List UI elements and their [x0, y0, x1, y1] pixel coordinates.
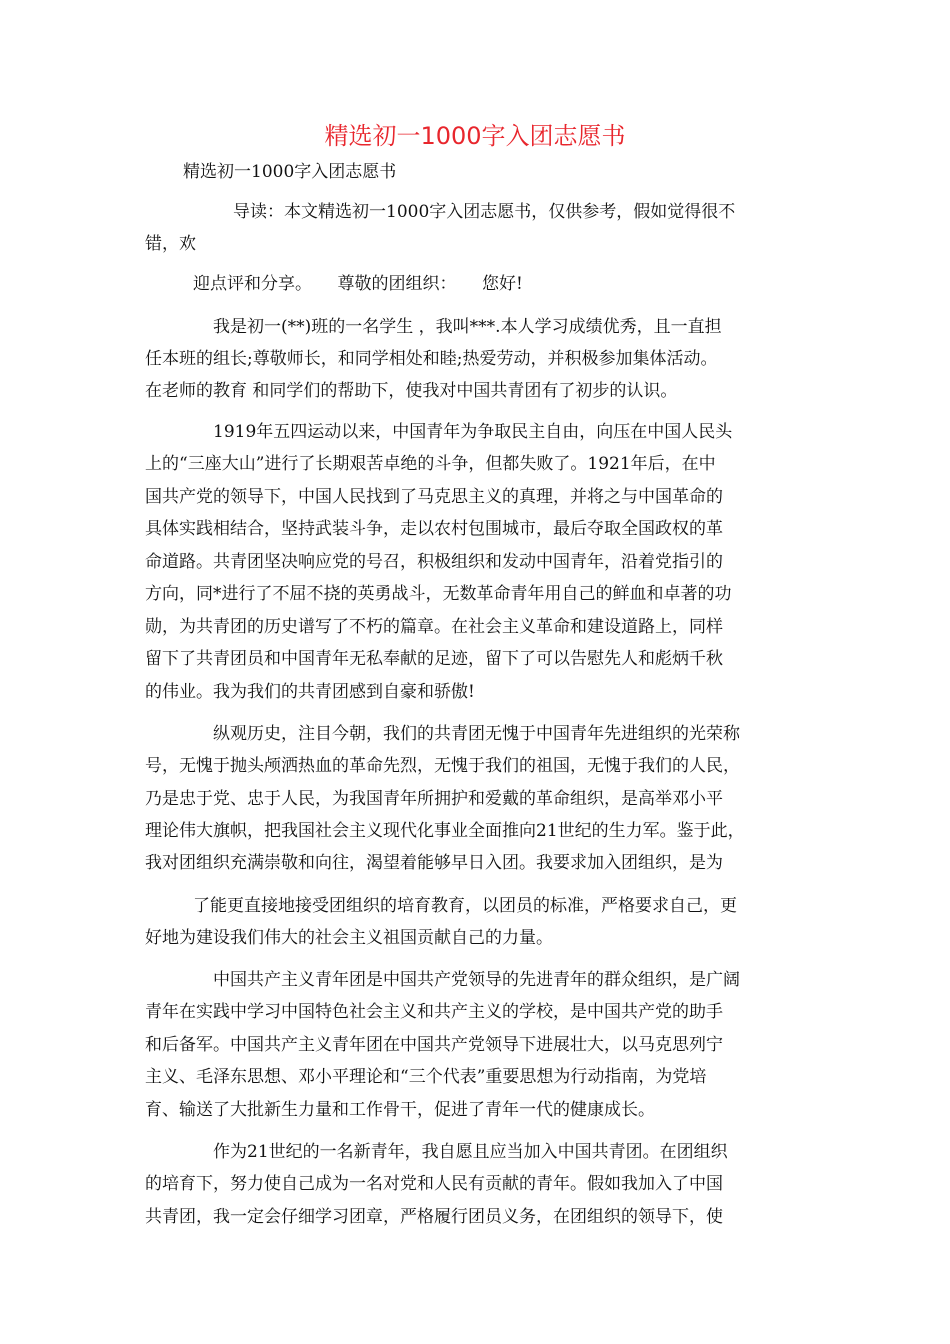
text-line: 在老师的教育 和同学们的帮助下，使我对中国共青团有了初步的认识。 — [145, 381, 678, 401]
document-subtitle: 精选初一1000字入团志愿书 — [183, 162, 397, 182]
text-line: 和后备军。中国共产主义青年团在中国共产党领导下进展壮大，以马克思列宁 — [145, 1035, 723, 1055]
text-line: 主义、毛泽东思想、邓小平理论和“三个代表”重要思想为行动指南，为党培 — [145, 1067, 707, 1087]
text-line: 错，欢 — [145, 234, 196, 254]
text-line: 国共产党的领导下，中国人民找到了马克思主义的真理，并将之与中国革命的 — [145, 487, 723, 507]
text-line: 勋，为共青团的历史谱写了不朽的篇章。在社会主义革命和建设道路上，同样 — [145, 617, 723, 637]
text-line: 纵观历史，注目今朝，我们的共青团无愧于中国青年先进组织的光荣称 — [213, 724, 740, 744]
text-line: 作为21世纪的一名新青年，我自愿且应当加入中国共青团。在团组织 — [213, 1142, 728, 1162]
text-line: 具体实践相结合，坚持武装斗争，走以农村包围城市，最后夺取全国政权的革 — [145, 519, 723, 539]
text-line: 1919年五四运动以来，中国青年为争取民主自由，向压在中国人民头 — [213, 422, 733, 442]
text-line: 迎点评和分享。 尊敬的团组织： 您好! — [193, 274, 523, 294]
text-line: 的培育下，努力使自己成为一名对党和人民有贡献的青年。假如我加入了中国 — [145, 1174, 723, 1194]
text-line: 青年在实践中学习中国特色社会主义和共产主义的学校，是中国共产党的助手 — [145, 1002, 723, 1022]
text-line: 了能更直接地接受团组织的培育教育，以团员的标准，严格要求自己，更 — [193, 896, 737, 916]
text-line: 我是初一(**)班的一名学生 ，我叫***.本人学习成绩优秀，且一直担 — [213, 317, 722, 337]
text-line: 乃是忠于党、忠于人民，为我国青年所拥护和爱戴的革命组织，是高举邓小平 — [145, 789, 723, 809]
text-line: 共青团，我一定会仔细学习团章，严格履行团员义务，在团组织的领导下，使 — [145, 1207, 723, 1227]
text-line: 任本班的组长;尊敬师长，和同学相处和睦;热爱劳动，并积极参加集体活动。 — [145, 349, 718, 369]
text-line: 上的“三座大山”进行了长期艰苦卓绝的斗争，但都失败了。1921年后，在中 — [145, 454, 716, 474]
text-line: 理论伟大旗帜，把我国社会主义现代化事业全面推向21世纪的生力军。鉴于此， — [145, 821, 745, 841]
text-line: 命道路。共青团坚决响应党的号召，积极组织和发动中国青年，沿着党指引的 — [145, 552, 723, 572]
text-line: 好地为建设我们伟大的社会主义祖国贡献自己的力量。 — [145, 928, 553, 948]
text-line: 留下了共青团员和中国青年无私奉献的足迹，留下了可以告慰先人和彪炳千秋 — [145, 649, 723, 669]
text-line: 的伟业。我为我们的共青团感到自豪和骄傲! — [145, 682, 475, 702]
text-line: 号，无愧于抛头颅洒热血的革命先烈，无愧于我们的祖国，无愧于我们的人民， — [145, 756, 740, 776]
text-line: 我对团组织充满崇敬和向往，渴望着能够早日入团。我要求加入团组织，是为 — [145, 853, 723, 873]
text-line: 方向，同*进行了不屈不挠的英勇战斗，无数革命青年用自己的鲜血和卓著的功 — [145, 584, 732, 604]
text-line: 中国共产主义青年团是中国共产党领导的先进青年的群众组织，是广阔 — [213, 970, 740, 990]
text-line: 育、输送了大批新生力量和工作骨干，促进了青年一代的健康成长。 — [145, 1100, 655, 1120]
text-line: 导读：本文精选初一1000字入团志愿书，仅供参考，假如觉得很不 — [233, 202, 736, 222]
document-title: 精选初一1000字入团志愿书 — [324, 122, 626, 150]
